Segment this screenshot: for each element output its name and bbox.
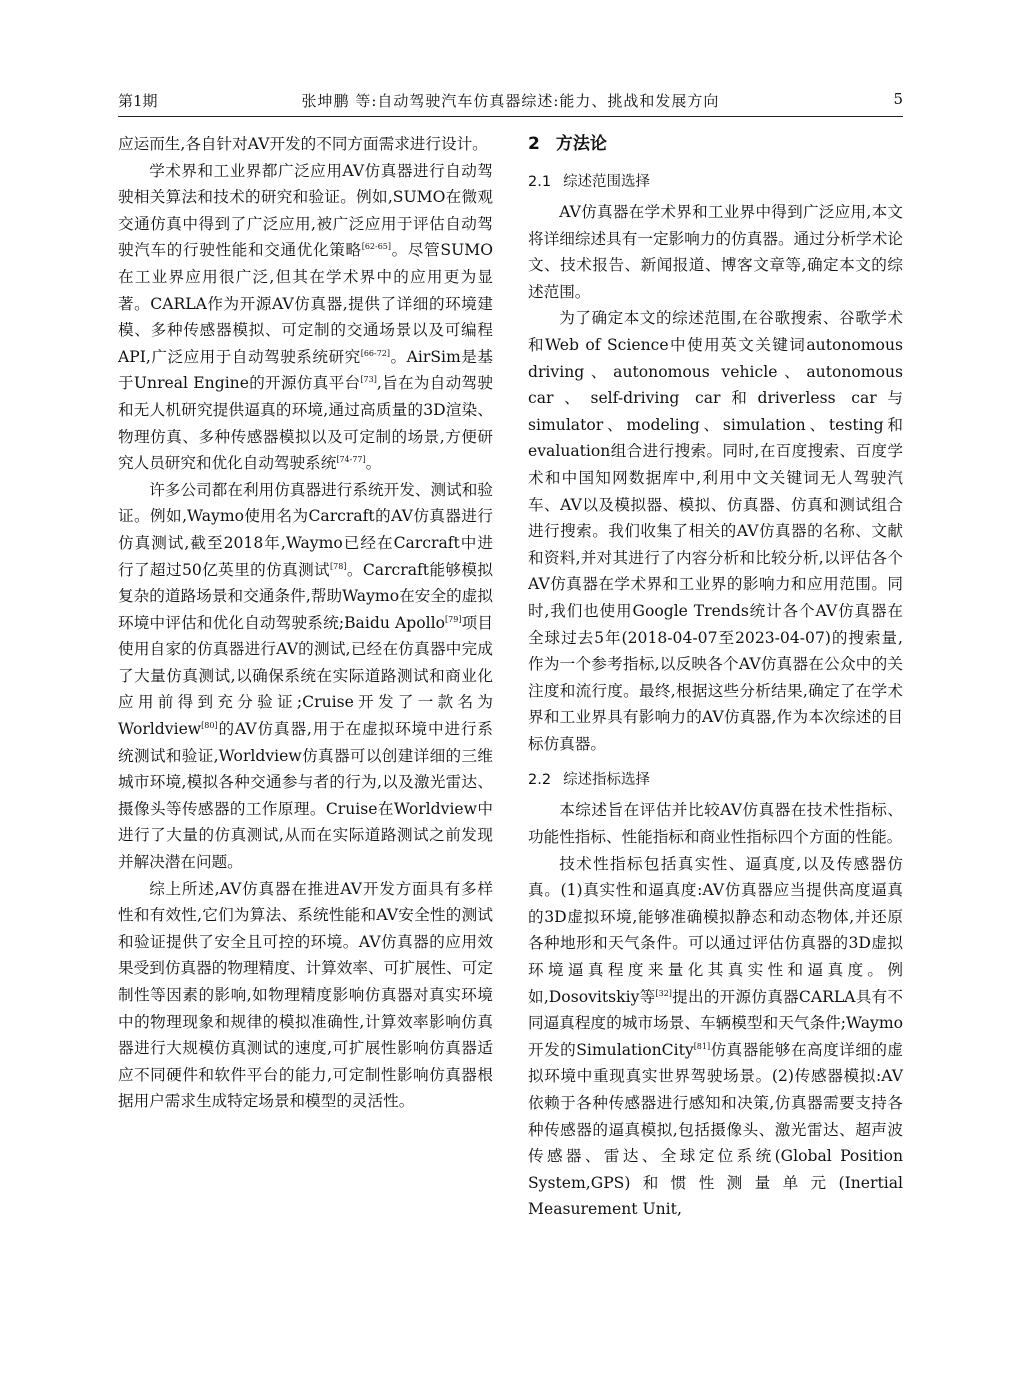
citation: [79] [445,614,462,624]
section-title: 方法论 [555,134,607,154]
paragraph-text: 许多公司都在利用仿真器进行系统开发、测试和验证。例如,Waymo使用名为Carcraft的AV仿真器进行仿真测试,截至2018年,Waymo已经在Carcraft中进行了超过50亿英里的仿真测试 [118,480,493,579]
paragraph-academic-industry [118,158,493,477]
paragraph-text: 。 [365,454,382,473]
paragraph-text: 的AV仿真器,用于在虚拟环境中进行系统测试和验证,Worldview仿真器可以创建详细的三维城市环境,模拟各种交通参与者的行为,以及激光雷达、摄像头等传感器的工作原理。Cruise在Worldview中进行了大量的仿真测试,从而在实际道路测试之前发现并解决潜在问题。 [118,720,493,872]
citation: [80] [201,721,218,731]
paragraph-technical-metrics [528,851,903,1223]
paragraph-continuation: 应运而生,各自针对AV开发的不同方面需求进行设计。 [118,135,488,153]
paragraph-scope-intro: AV仿真器在学术界和工业界中得到广泛应用,本文将详细综述具有一定影响力的仿真器。通过分析学术论文、技术报告、新闻报道、博客文章等,确定本文的综述范围。 [528,203,903,301]
paragraph-text: 。AirSim是基于Unreal Engine的开源仿真平台 [118,347,493,393]
citation: [78] [330,561,347,571]
issue-number: 第1期 [118,92,158,110]
page-number: 5 [893,90,903,108]
citation: [74-77] [336,455,366,465]
citation: [66-72] [360,348,391,358]
subsection-number: 2.1 [528,174,552,190]
paragraph-metrics-intro: 本综述旨在评估并比较AV仿真器在技术性指标、功能性指标、性能指标和商业性指标四个方面的性能。 [528,801,903,847]
paragraph-companies [118,477,493,876]
paragraph-text: ,旨在为自动驾驶和无人机研究提供逼真的环境,通过高质量的3D渲染、物理仿真、多种传感器模拟以及可定制的场景,方便研究人员研究和优化自动驾驶系统 [118,374,493,473]
running-title: 张坤鹏 等:自动驾驶汽车仿真器综述:能力、挑战和发展方向 [301,92,720,110]
paragraph-text: 。Carcraft能够模拟复杂的道路场景和交通条件,帮助Waymo在安全的虚拟环境中评估和优化自动驾驶系统;Baidu Apollo [118,560,493,632]
citation: [62-65] [361,242,392,252]
left-column [118,131,493,1115]
paragraph-search-method: 为了确定本文的综述范围,在谷歌搜索、谷歌学术和Web of Science中使用英文关键词autonomous driving、autonomous vehicle、autonomous car、self-driving car和driverless car与simulator、modeling、simulation、testing和evaluation组合进行搜索。同时,在百度搜索、百度学术和中国知网数据库中,利用中文关键词无人驾驶汽车、AV以及模拟器、模拟、仿真器、仿真和测试组合进行搜索。我们收集了相关的AV仿真器的名称、文献和资料,并对其进行了内容分析和比较分析,以评估各个AV仿真器在学术界和工业界的影响力和应用范围。同时,我们也使用Google Trends统计各个AV仿真器在全球过去5年(2018-04-07至2023-04-07)的搜索量,作为一个参考指标,以反映各个AV仿真器在公众中的关注度和流行度。最终,根据这些分析结果,确定了在学术界和工业界具有影响力的AV仿真器,作为本次综述的目标仿真器。 [528,309,903,753]
paragraph-text: 学术界和工业界都广泛应用AV仿真器进行自动驾驶相关算法和技术的研究和验证。例如,SUMO在微观交通仿真中得到了广泛应用,被广泛应用于评估自动驾驶汽车的行驶性能和交通优化策略 [118,161,493,260]
subsection-heading-metrics [528,767,903,793]
subsection-heading-scope [528,169,903,195]
paragraph-text: 技术性指标包括真实性、逼真度,以及传感器仿真。(1)真实性和逼真度:AV仿真器应当提供高度逼真的3D虚拟环境,能够准确模拟静态和动态物体,并还原各种地形和天气条件。可以通过评估仿真器的3D虚拟环境逼真程度来量化其真实性和逼真度。例如,Dosovitskiy等 [528,854,903,1006]
subsection-title: 综述范围选择 [563,174,651,190]
right-column [528,131,903,1223]
paragraph-text: 。尽管SUMO在工业界应用很广泛,但其在学术界中的应用更为显著。CARLA作为开源AV仿真器,提供了详细的环境建模、多种传感器模拟、可定制的交通场景以及可编程API,广泛应用于自动驾驶系统研究 [118,241,493,366]
citation: [81] [693,1041,711,1051]
subsection-number: 2.2 [528,772,552,789]
subsection-title: 综述指标选择 [563,772,651,789]
paragraph-summary: 综上所述,AV仿真器在推进AV开发方面具有多样性和有效性,它们为算法、系统性能和AV安全性的测试和验证提供了安全且可控的环境。AV仿真器的应用效果受到仿真器的物理精度、计算效率、可扩展性、可定制性等因素的影响,如物理精度影响仿真器对真实环境中的物理现象和规律的模拟准确性,计算效率影响仿真器进行大规模仿真测试的速度,可扩展性影响仿真器适应不同硬件和软件平台的能力,可定制性影响仿真器根据用户需求生成特定场景和模型的灵活性。 [118,879,493,1111]
running-header [118,90,903,117]
section-number: 2 [528,134,540,154]
paragraph-text: 提出的开源仿真器CARLA具有不同逼真程度的城市场景、车辆模型和天气条件;Waymo开发的SimulationCity [528,987,903,1059]
citation: [73] [360,375,377,385]
section-heading [528,131,903,157]
citation: [32] [655,988,672,998]
paragraph-text: 仿真器能够在高度详细的虚拟环境中重现真实世界驾驶场景。(2)传感器模拟:AV依赖于各种传感器进行感知和决策,仿真器需要支持各种传感器的逼真模拟,包括摄像头、激光雷达、超声波传感器、雷达、全球定位系统(Global Position System,GPS)和惯性测量单元(Inertial Measurement Unit, [528,1040,903,1219]
paragraph-text: 项目使用自家的仿真器进行AV的测试,已经在仿真器中完成了大量仿真测试,以确保系统在实际道路测试和商业化应用前得到充分验证;Cruise开发了一款名为Worldview [118,613,493,739]
